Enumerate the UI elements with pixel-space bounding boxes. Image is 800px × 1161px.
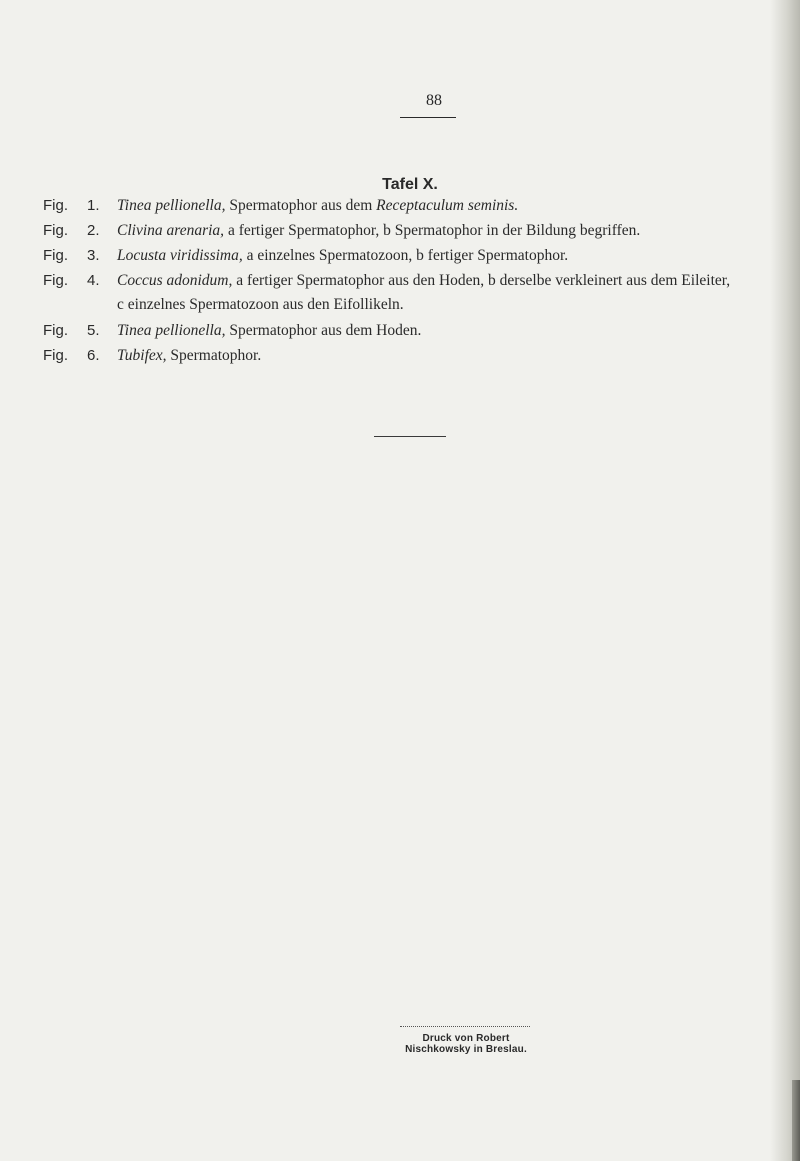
printer-imprint: Druck von Robert Nischkowsky in Breslau. — [405, 1033, 527, 1055]
figure-number: 2. — [87, 222, 100, 239]
species-name: Locusta viridissima, — [117, 247, 243, 264]
species-name: Coccus adonidum, — [117, 272, 233, 289]
figure-number: 4. — [87, 272, 100, 289]
figure-description: Spermatophor aus dem — [225, 197, 377, 214]
species-name: Tinea pellionella, — [117, 322, 226, 339]
figure-number: 5. — [87, 322, 100, 339]
species-name: Clivina arenaria, — [117, 222, 225, 239]
figure-description: a fertiger Spermatophor, b Spermatophor in der Bildung begriffen. — [224, 222, 641, 239]
figure-label: Fig. — [43, 222, 69, 239]
figure-caption-1 — [43, 196, 518, 216]
figure-description: Spermatophor. — [166, 347, 262, 364]
figure-caption-2 — [43, 221, 640, 241]
figure-caption-3 — [43, 246, 568, 266]
species-name: Tubifex, — [117, 347, 167, 364]
figure-caption-4-continuation: c einzelnes Spermatozoon aus den Eifollikeln. — [117, 296, 404, 313]
figure-description: Spermatophor aus dem Hoden. — [225, 322, 422, 339]
figure-number: 6. — [87, 347, 100, 364]
figure-caption-6 — [43, 346, 261, 366]
printer-rule — [400, 1026, 530, 1027]
anatomical-term: Receptaculum seminis. — [376, 197, 519, 214]
figure-number: 1. — [87, 197, 100, 214]
page-edge-shadow — [770, 0, 800, 1161]
figure-description: a einzelnes Spermatozoon, b fertiger Spermatophor. — [242, 247, 569, 264]
page-corner-shadow — [792, 1080, 800, 1161]
section-divider — [374, 436, 446, 437]
figure-label: Fig. — [43, 247, 69, 264]
figure-number: 3. — [87, 247, 100, 264]
figure-label: Fig. — [43, 347, 69, 364]
figure-label: Fig. — [43, 197, 69, 214]
page-number-rule — [400, 117, 456, 118]
plate-title: Tafel X. — [382, 176, 438, 193]
figure-label: Fig. — [43, 272, 69, 289]
figure-caption-5 — [43, 321, 421, 341]
species-name: Tinea pellionella, — [117, 197, 226, 214]
figure-description: a fertiger Spermatophor aus den Hoden, b derselbe verkleinert aus dem Eileiter, — [232, 272, 731, 289]
figure-label: Fig. — [43, 322, 69, 339]
figure-caption-4 — [43, 271, 730, 291]
page-number: 88 — [426, 92, 442, 109]
